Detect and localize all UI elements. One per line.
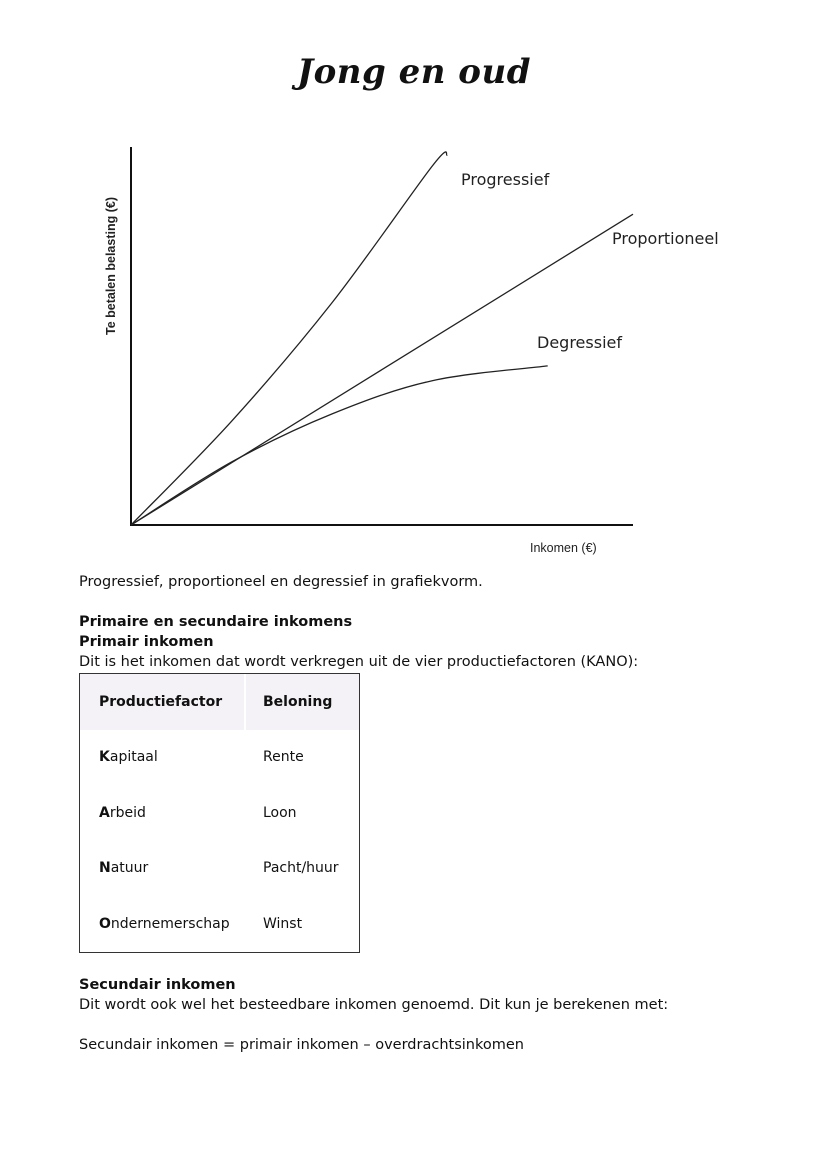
table-row	[80, 896, 359, 952]
factor-initial: N	[99, 860, 111, 877]
factor-initial: O	[99, 915, 111, 932]
reward-cell: Pacht/huur	[263, 860, 339, 877]
tax-chart	[95, 125, 745, 565]
factor-cell	[80, 896, 246, 952]
series-label-progressief: Progressief	[461, 170, 550, 189]
table-row	[80, 730, 359, 786]
section-heading: Primaire en secundaire inkomens	[79, 614, 353, 630]
factor-rest: apitaal	[109, 749, 158, 766]
series-label-proportioneel: Proportioneel	[612, 229, 719, 248]
factor-cell	[80, 730, 246, 786]
factor-rest: atuur	[110, 860, 149, 877]
header-beloning: Beloning	[246, 674, 359, 730]
factor-rest: rbeid	[109, 804, 146, 821]
factor-initial: K	[99, 749, 110, 766]
page-title: Jong en oud	[297, 52, 531, 92]
secundair-text: Dit wordt ook wel het besteedbare inkomen genoemd. Dit kun je berekenen met:	[79, 997, 669, 1013]
kano-table	[79, 673, 360, 953]
primair-text: Dit is het inkomen dat wordt verkregen uit de vier productiefactoren (KANO):	[79, 654, 639, 670]
factor-rest: ndernemerschap	[110, 915, 230, 932]
series-label-degressief: Degressief	[537, 333, 622, 352]
factor-cell	[80, 785, 246, 841]
y-axis-label: Te betalen belasting (€)	[104, 197, 118, 335]
factor-cell	[80, 841, 246, 897]
factor-initial: A	[99, 804, 110, 821]
header-productiefactor: Productiefactor	[80, 674, 246, 730]
table-header-row	[80, 674, 359, 730]
x-axis-label: Inkomen (€)	[530, 541, 597, 555]
secundair-heading: Secundair inkomen	[79, 977, 236, 993]
series-line-proportioneel	[131, 214, 633, 525]
series-line-progressief	[131, 152, 447, 525]
table-row	[80, 785, 359, 841]
chart-caption: Progressief, proportioneel en degressief in grafiekvorm.	[79, 574, 483, 590]
primair-heading: Primair inkomen	[79, 634, 214, 650]
formula: Secundair inkomen = primair inkomen – overdrachtsinkomen	[79, 1037, 524, 1053]
reward-cell: Rente	[263, 749, 304, 766]
reward-cell: Winst	[263, 915, 303, 932]
series-line-degressief	[131, 366, 548, 525]
reward-cell: Loon	[263, 804, 297, 821]
table-row	[80, 841, 359, 897]
